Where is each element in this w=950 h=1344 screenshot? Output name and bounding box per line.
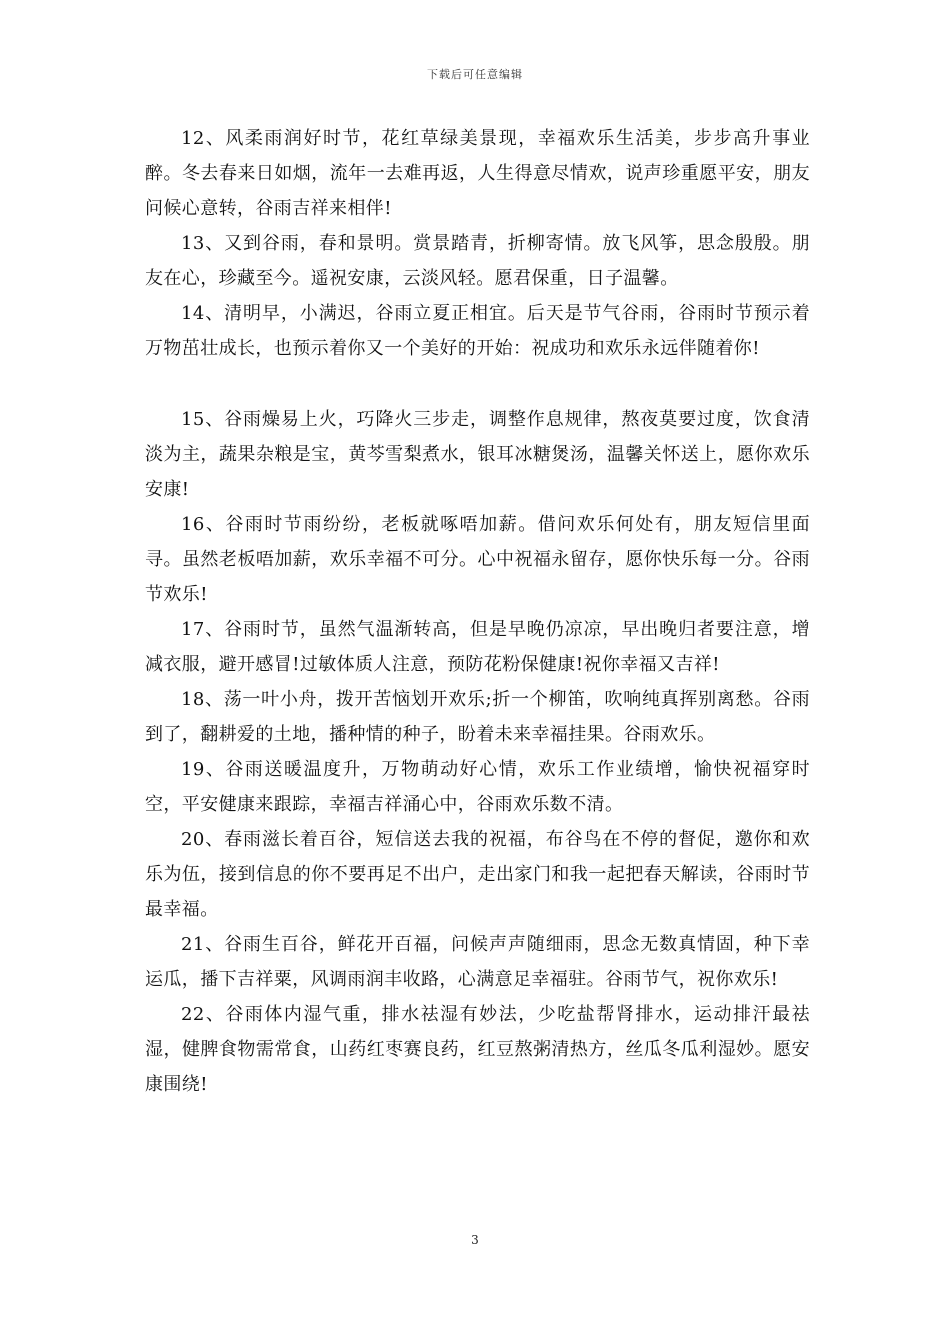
paragraph-14: 14、清明早，小满迟，谷雨立夏正相宜。后天是节气谷雨，谷雨时节预示着万物茁壮成长，也预示着你又一个美好的开始：祝成功和欢乐永远伴随着你! (145, 303, 810, 359)
paragraph-13: 13、又到谷雨，春和景明。赏景踏青，折柳寄情。放飞风筝，思念殷殷。朋友在心，珍藏至今。遥祝安康，云淡风轻。愿君保重，日子温馨。 (145, 233, 810, 289)
paragraph-15: 15、谷雨燥易上火，巧降火三步走，调整作息规律，熬夜莫要过度，饮食清淡为主，蔬果杂粮是宝，黄芩雪梨煮水，银耳冰糖煲汤，温馨关怀送上，愿你欢乐安康! (145, 409, 810, 500)
document-body (145, 121, 810, 1102)
paragraph-18: 18、荡一叶小舟，拨开苦恼划开欢乐;折一个柳笛，吹响纯真挥别离愁。谷雨到了，翻耕爱的土地，播种情的种子，盼着未来幸福挂果。谷雨欢乐。 (145, 689, 810, 745)
paragraph-12: 12、风柔雨润好时节，花红草绿美景现，幸福欢乐生活美，步步高升事业醉。冬去春来日如烟，流年一去难再返，人生得意尽情欢，说声珍重愿平安，朋友问候心意转，谷雨吉祥来相伴! (145, 128, 810, 219)
paragraph-16: 16、谷雨时节雨纷纷，老板就啄唔加薪。借问欢乐何处有，朋友短信里面寻。虽然老板唔加薪，欢乐幸福不可分。心中祝福永留存，愿你快乐每一分。谷雨节欢乐! (145, 514, 810, 605)
paragraph-19: 19、谷雨送暖温度升，万物萌动好心情，欢乐工作业绩增，愉快祝福穿时空，平安健康来跟踪，幸福吉祥涌心中，谷雨欢乐数不清。 (145, 759, 810, 815)
paragraph-21: 21、谷雨生百谷，鲜花开百福，问候声声随细雨，思念无数真情固，种下幸运瓜，播下吉祥粟，风调雨润丰收路，心满意足幸福驻。谷雨节气，祝你欢乐! (145, 934, 810, 990)
paragraph-17: 17、谷雨时节，虽然气温渐转高，但是早晚仍凉凉，早出晚归者要注意，增减衣服，避开感冒!过敏体质人注意，预防花粉保健康!祝你幸福又吉祥! (145, 619, 810, 675)
page-header: 下载后可任意编辑 (427, 68, 523, 81)
page-number: 3 (471, 1233, 479, 1247)
paragraph-22: 22、谷雨体内湿气重，排水祛湿有妙法，少吃盐帮肾排水，运动排汗最祛湿，健脾食物需常食，山药红枣赛良药，红豆熬粥清热方，丝瓜冬瓜利湿妙。愿安康围绕! (145, 1004, 810, 1095)
blank-line (145, 366, 810, 402)
paragraph-20: 20、春雨滋长着百谷，短信送去我的祝福，布谷鸟在不停的督促，邀你和欢乐为伍，接到信息的你不要再足不出户，走出家门和我一起把春天解读，谷雨时节最幸福。 (145, 829, 810, 920)
